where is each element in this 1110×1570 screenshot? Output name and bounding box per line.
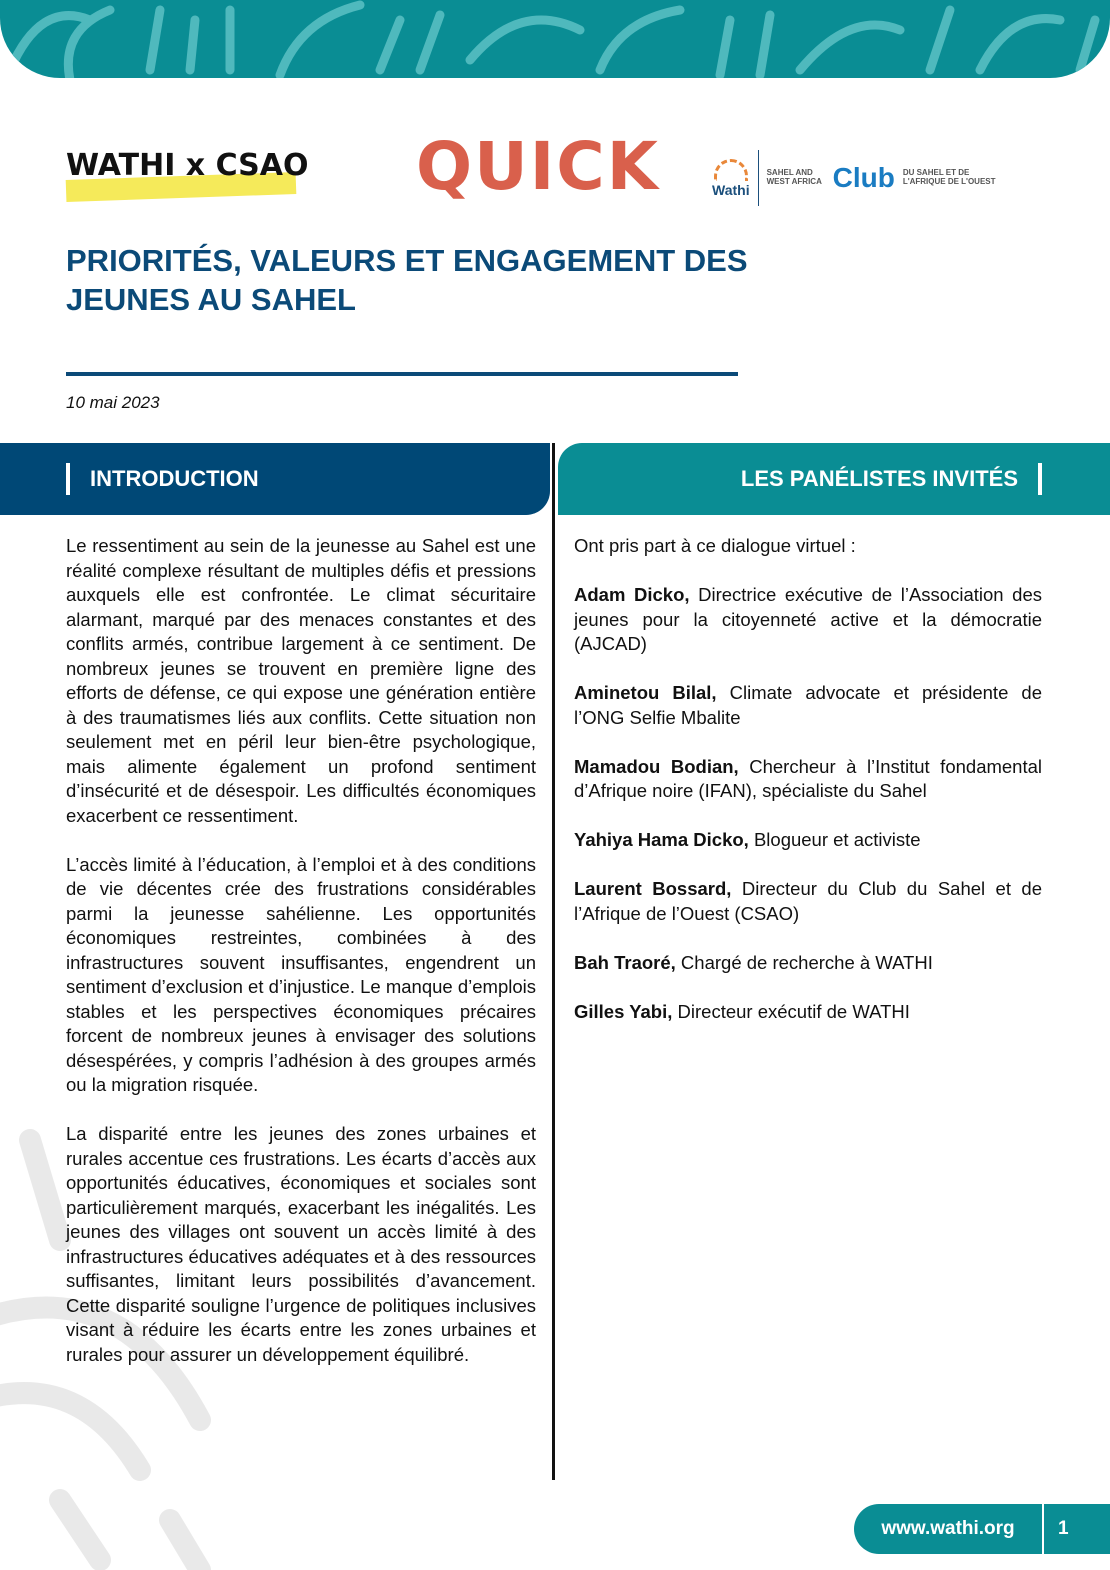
partner-logos	[712, 150, 1003, 206]
club-left-text: SAHEL AND WEST AFRICA	[766, 168, 822, 186]
panelist: Laurent Bossard, Directeur du Club du Sahel et de l’Afrique de l’Ouest (CSAO)	[574, 878, 1042, 924]
panelists-header	[558, 443, 1110, 515]
panelists-list	[574, 534, 1042, 1049]
panelists-intro: Ont pris part à ce dialogue virtuel :	[574, 535, 856, 556]
website-link[interactable]: www.wathi.org	[854, 1504, 1044, 1554]
paragraph: L’accès limité à l’éducation, à l’emploi et à des conditions de vie décentes crée des frustrations considérables parmi la jeunesse sahélienne. Les opportunités économiques restreintes, combinées à des infrastructures souvent insuffisantes, engendrent un sentiment d’exclusion et d’injustice. Le manque d’emplois stables et les perspectives économiques précaires forcent de nombreux jeunes à envisager des solutions désespérées, y compris l’adhésion à des groupes armés ou la migration risquée.	[66, 853, 536, 1095]
introduction-header	[0, 443, 550, 515]
wathi-logo: Wathi	[712, 159, 750, 197]
header-bar	[66, 463, 70, 495]
sun-icon	[714, 159, 748, 181]
column-divider	[552, 443, 555, 1480]
introduction-heading: INTRODUCTION	[90, 466, 259, 491]
footer	[854, 1504, 1110, 1554]
paragraph: La disparité entre les jeunes des zones urbaines et rurales accentue ces frustrations. Les écarts d’accès aux opportunités éducatives, économiques et sociales sont particulièrement marqués, exacerbant les inégalités. Les jeunes des villages ont souvent un accès limité à des infrastructures éducatives adéquates et à des ressources suffisantes, limitant leurs possibilités d’avancement. Cette disparité souligne l’urgence de politiques inclusives visant à réduire les écarts entre les zones urbaines et rurales pour assurer un développement équilibré.	[66, 1123, 536, 1365]
club-logo: Club	[832, 162, 895, 193]
pattern-icon	[0, 0, 1110, 78]
introduction-body	[66, 534, 536, 1392]
page-number: 1	[1058, 1518, 1069, 1539]
brand-title: WATHI x CSAO	[66, 148, 309, 183]
panelist: Bah Traoré, Chargé de recherche à WATHI	[574, 951, 933, 973]
header-bar	[1038, 463, 1042, 495]
panelists-heading: LES PANÉLISTES INVITÉS	[740, 466, 1018, 491]
title-rule	[66, 372, 738, 376]
panelist: Adam Dicko, Directrice exécutive de l’Association des jeunes pour la citoyenneté active et la démocratie (AJCAD)	[574, 584, 1042, 654]
panelist: Aminetou Bilal, Climate advocate et présidente de l’ONG Selfie Mbalite	[574, 682, 1042, 728]
date: 10 mai 2023	[66, 393, 160, 412]
quick-logo: QUICK	[416, 128, 660, 205]
club-right-text: DU SAHEL ET DE L'AFRIQUE DE L'OUEST	[902, 168, 996, 186]
logo-divider	[758, 150, 759, 206]
paragraph: Le ressentiment au sein de la jeunesse au Sahel est une réalité complexe résultant de multiples défis et pressions auxquels elle est confrontée. Le climat sécuritaire alarmant, marqué par des menaces constantes et des conflits armés, contribue largement à ce sentiment. De nombreux jeunes se trouvent en première ligne des efforts de défense, ce qui expose une génération entière à des traumatismes liés aux conflits. Cette situation non seulement met en péril leur bien-être psychologique, mais alimente également un profond sentiment d’insécurité et de désespoir. Les difficultés économiques exacerbent ce ressentiment.	[66, 535, 536, 826]
decorative-banner	[0, 0, 1110, 78]
panelist: Mamadou Bodian, Chercheur à l’Institut fondamental d’Afrique noire (IFAN), spécialiste du Sahel	[574, 755, 1043, 801]
panelist: Gilles Yabi, Directeur exécutif de WATHI	[574, 1000, 910, 1022]
page-title: PRIORITÉS, VALEURS ET ENGAGEMENT DES JEUNES AU SAHEL	[66, 243, 748, 317]
panelist: Yahiya Hama Dicko, Blogueur et activiste	[574, 829, 921, 850]
